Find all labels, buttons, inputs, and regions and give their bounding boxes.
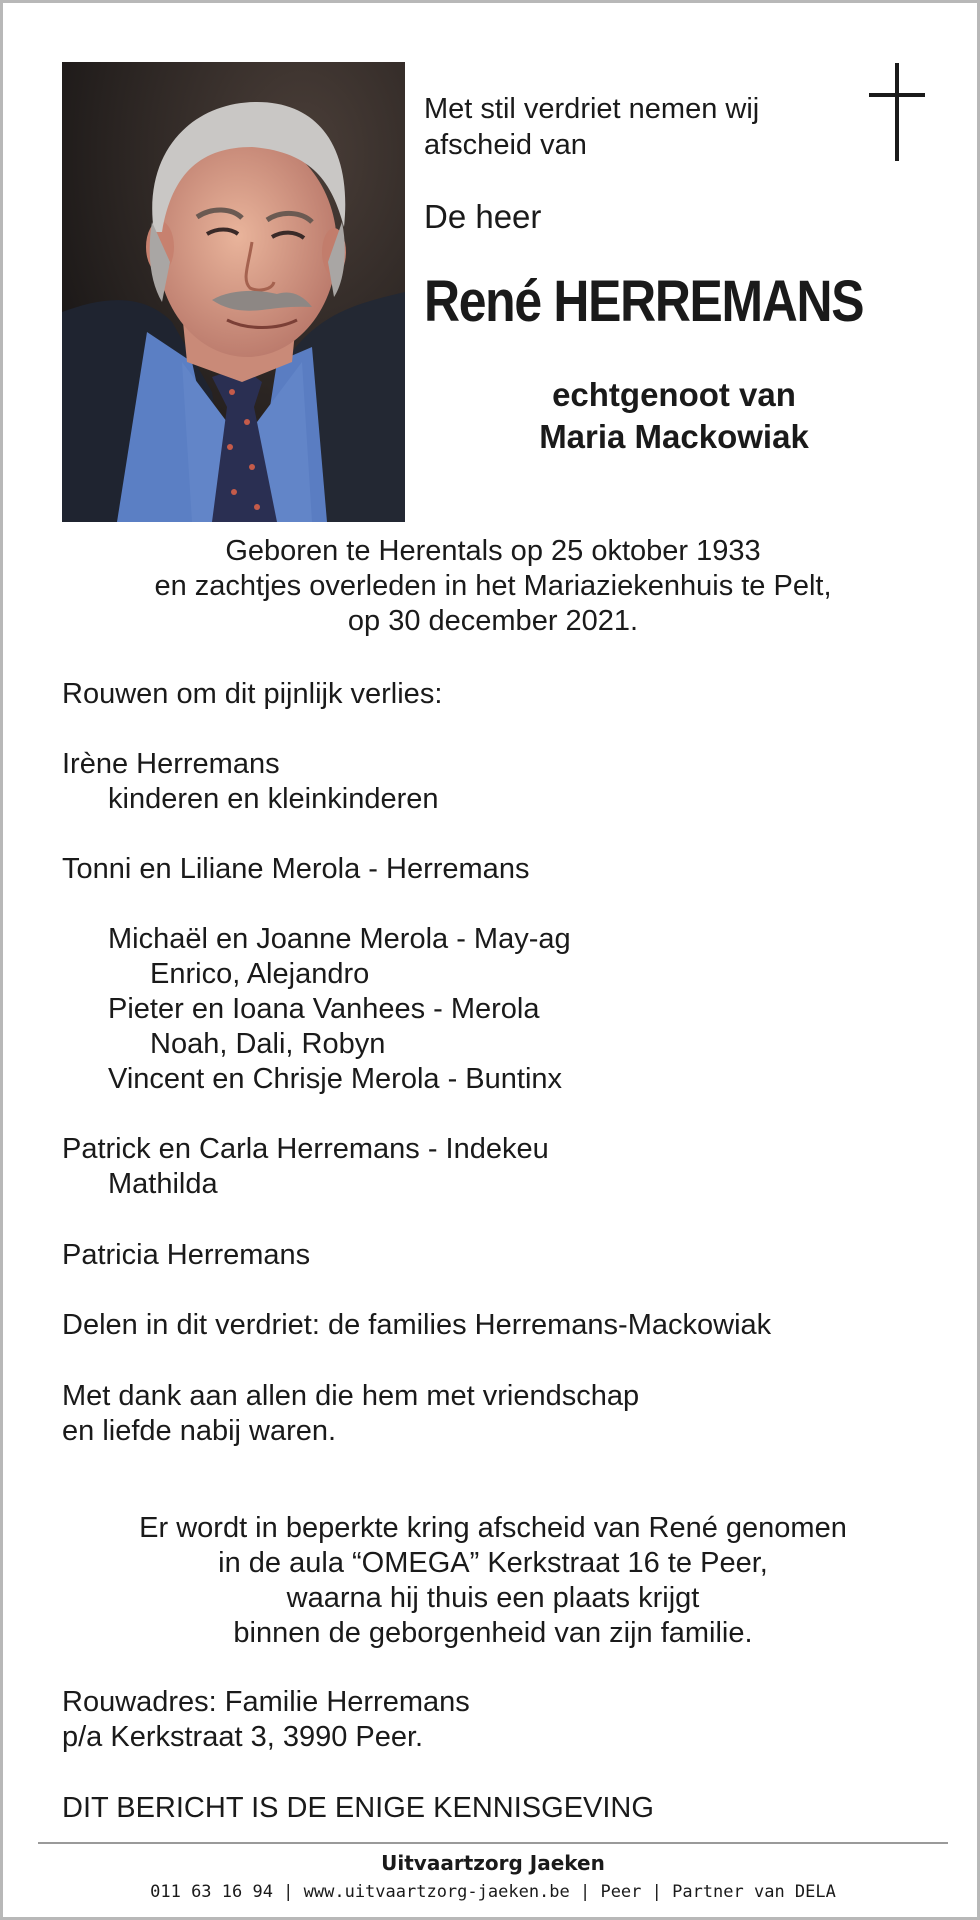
mourner-children: Mathilda xyxy=(108,1168,218,1200)
shared-grief: Delen in dit verdriet: de families Herremans-Mackowiak xyxy=(62,1309,772,1341)
address-line: Rouwadres: Familie Herremans xyxy=(62,1686,470,1718)
ceremony-line: waarna hij thuis een plaats krijgt xyxy=(286,1582,700,1614)
portrait-photo xyxy=(62,62,405,522)
mourner-children: Noah, Dali, Robyn xyxy=(150,1028,386,1060)
ceremony-line: in de aula “OMEGA” Kerkstraat 16 te Peer, xyxy=(218,1547,768,1579)
thanks-text xyxy=(62,1379,639,1449)
mourner-name: Irène Herremans xyxy=(62,748,280,780)
intro-line: afscheid van xyxy=(424,129,587,161)
address-line: p/a Kerkstraat 3, 3990 Peer. xyxy=(62,1721,424,1753)
mourner-tonni: Tonni en Liliane Merola - Herremans xyxy=(62,853,530,885)
mourner-patricia: Patricia Herremans xyxy=(62,1239,311,1271)
intro-line: Met stil verdriet nemen wij xyxy=(424,93,760,125)
funeral-company-contact: 011 63 16 94 | www.uitvaartzorg-jaeken.be | Peer | Partner van DELA xyxy=(150,1882,836,1902)
birth-death-line: op 30 december 2021. xyxy=(347,605,639,637)
ceremony-line: Er wordt in beperkte kring afscheid van René genomen xyxy=(139,1512,847,1544)
spouse-line: Maria Mackowiak xyxy=(539,418,809,455)
funeral-company-name: Uitvaartzorg Jaeken xyxy=(381,1851,605,1875)
spouse-line: echtgenoot van xyxy=(552,376,796,413)
title-prefix: De heer xyxy=(424,198,542,235)
intro-text xyxy=(424,91,844,163)
mourner-irene xyxy=(62,747,439,817)
birth-death-info xyxy=(3,534,980,639)
birth-death-line: en zachtjes overleden in het Mariaziekenhuis te Pelt, xyxy=(154,570,832,602)
mourning-address xyxy=(62,1685,470,1755)
cross-icon xyxy=(867,63,927,163)
footer-divider xyxy=(38,1842,948,1844)
mourner-name: Pieter en Ioana Vanhees - Merola xyxy=(108,993,540,1025)
mourner-name: Vincent en Chrisje Merola - Buntinx xyxy=(108,1063,563,1095)
mourner-patrick xyxy=(62,1132,549,1202)
thanks-line: Met dank aan allen die hem met vriendschap xyxy=(62,1380,640,1412)
portrait-illustration xyxy=(62,62,405,522)
mourner-name: Michaël en Joanne Merola - May-ag xyxy=(108,923,571,955)
ceremony-info xyxy=(3,1511,980,1651)
mourner-grandchildren-group xyxy=(62,922,571,1097)
birth-death-line: Geboren te Herentals op 25 oktober 1933 xyxy=(225,535,761,567)
sole-notice: DIT BERICHT IS DE ENIGE KENNISGEVING xyxy=(62,1792,654,1824)
mourner-name: Patrick en Carla Herremans - Indekeu xyxy=(62,1133,549,1165)
mourner-children: kinderen en kleinkinderen xyxy=(108,783,439,815)
ceremony-line: binnen de geborgenheid van zijn familie. xyxy=(233,1617,753,1649)
spouse-info xyxy=(424,374,924,458)
deceased-name: René HERREMANS xyxy=(424,269,864,334)
mourner-children: Enrico, Alejandro xyxy=(150,958,370,990)
thanks-line: en liefde nabij waren. xyxy=(62,1415,337,1447)
mourners-heading: Rouwen om dit pijnlijk verlies: xyxy=(62,678,443,710)
